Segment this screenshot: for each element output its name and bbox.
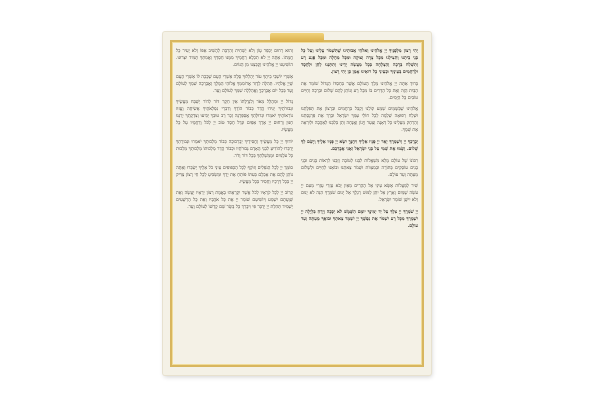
text-paragraph: שִׁיר לַמַּעֲלוֹת אֶשָּׂא עֵינַי אֶל הֶהָרִים מֵאַיִן יָבֹא עֶזְרִי עֶזְרִי מֵעִם יְיָ עֹשֵׂה שָׁמַיִם וָאָרֶץ אַל יִתֵּן לַמּוֹט רַגְלֶךָ אַל יָנוּם שֹׁמְרֶךָ הִנֵּה לֹא יָנוּם וְלֹא יִישָׁן שׁוֹמֵר יִשְׂרָאֵל.: [301, 184, 418, 204]
text-paragraph: יְהִי רָצוֹן מִלְּפָנֶיךָ יְיָ אֱלֹהֵינוּ וֵאלֹהֵי אֲבוֹתֵינוּ שֶׁתִּשְׁמֹר עָלֵינוּ וְעַל כָּל בְּנֵי בֵיתֵנוּ וְתַצִּילֵנוּ מִכָּל צָרָה וְצוּקָה וּמִכָּל מַחֲלָה וּמִכָּל פֶּגַע רָע וְתִשְׁלַח בְּרָכָה וְהַצְלָחָה בְּכָל מַעֲשֵׂה יָדֵינוּ וְתִתְּנֵנוּ לְחֵן וּלְחֶסֶד וּלְרַחֲמִים בְּעֵינֶיךָ וּבְעֵינֵי כָל רוֹאֵינוּ אָמֵן כֵּן יְהִי רָצוֹן.: [301, 49, 418, 76]
text-paragraph: גָּדוֹל יְיָ וּמְהֻלָּל מְאֹד וְלִגְדֻלָּתוֹ אֵין חֵקֶר דּוֹר לְדוֹר יְשַׁבַּח מַעֲשֶׂיךָ וּגְבוּרֹתֶיךָ יַגִּידוּ הֲדַר כְּבוֹד הוֹדֶךָ וְדִבְרֵי נִפְלְאֹתֶיךָ אָשִׂיחָה וֶעֱזוּז נוֹרְאוֹתֶיךָ יֹאמֵרוּ וּגְדוּלָּתְךָ אֲסַפְּרֶנָּה זֵכֶר רַב טוּבְךָ יַבִּיעוּ וְצִדְקָתְךָ יְרַנֵּנוּ חַנּוּן וְרַחוּם יְיָ אֶרֶךְ אַפַּיִם וּגְדָל חָסֶד טוֹב יְיָ לַכֹּל וְרַחֲמָיו עַל כָּל מַעֲשָׂיו.: [176, 100, 293, 134]
text-paragraph: יְיָ שֹׁמְרֶךָ יְיָ צִלְּךָ עַל יַד יְמִינֶךָ יוֹמָם הַשֶּׁמֶשׁ לֹא יַכֶּכָּה וְיָרֵחַ בַּלָּיְלָה יְיָ יִשְׁמָרְךָ מִכָּל רָע יִשְׁמֹר אֶת נַפְשֶׁךָ יְיָ יִשְׁמָר צֵאתְךָ וּבוֹאֶךָ מֵעַתָּה וְעַד עוֹלָם.: [301, 209, 418, 229]
text-paragraph: סוֹמֵךְ יְיָ לְכָל הַנֹּפְלִים וְזוֹקֵף לְכָל הַכְּפוּפִים עֵינֵי כֹל אֵלֶיךָ יְשַׂבֵּרוּ וְאַתָּה נוֹתֵן לָהֶם אֶת אָכְלָם בְּעִתּוֹ פּוֹתֵחַ אֶת יָדֶךָ וּמַשְׂבִּיעַ לְכָל חַי רָצוֹן צַדִּיק יְיָ בְּכָל דְּרָכָיו וְחָסִיד בְּכָל מַעֲשָׂיו.: [176, 165, 293, 185]
text-paragraph: בָּרוּךְ אַתָּה יְיָ אֱלֹהֵינוּ מֶלֶךְ הָעוֹלָם אֲשֶׁר בְּחַסְדּוֹ הַגָּדוֹל שׁוֹמֵר אֶת הַבַּיִת הַזֶּה וְאֶת כָּל הַדָּרִים בּוֹ מִכָּל רָע וְנוֹתֵן לָהֶם שָׁלוֹם וּבְרָכָה וְחַיִּים טוֹבִים כָּל הַיָּמִים.: [301, 81, 418, 101]
hanging-tab: [270, 33, 324, 42]
text-paragraph: רִבּוֹנוֹ שֶׁל עוֹלָם מָלֵא מִשְׁאֲלוֹת לִבֵּנוּ לְטוֹבָה וְזַכֵּנוּ לִרְאוֹת בָּנִים וּבְנֵי בָנִים עוֹסְקִים בַּתּוֹרָה וּבְמִצְווֹת וּשְׁמֹר צֵאתֵנוּ וּבוֹאֵנוּ לְחַיִּים וּלְשָׁלוֹם מֵעַתָּה וְעַד עוֹלָם.: [301, 158, 418, 178]
text-paragraph: אֱלֹהֵינוּ שֶׁבַּשָּׁמַיִם שְׁמַע קוֹלֵנוּ וְקַבֵּל בְּרַחֲמִים וּבְרָצוֹן אֶת תְּפִלָּתֵנוּ וּשְׁלַח רְפוּאָה שְׁלֵמָה לְכָל חוֹלֵי עַמְּךָ יִשְׂרָאֵל וּבָרֵךְ אֶת פַּרְנָסָתֵנוּ וְהַרְחֵק מֵעָלֵינוּ כָּל דְּאָגָה וְצַעַר וְיָגוֹן וְאֲנָחָה וְתֵן בְּלִבֵּנוּ לְאַהֲבָה וּלְיִרְאָה אֶת שְׁמֶךָ.: [301, 107, 418, 134]
left-text-column: [176, 48, 293, 363]
text-paragraph: קָרוֹב יְיָ לְכָל קֹרְאָיו לְכֹל אֲשֶׁר יִקְרָאֻהוּ בֶאֱמֶת רְצוֹן יְרֵאָיו יַעֲשֶׂה וְאֶת שַׁוְעָתָם יִשְׁמַע וְיוֹשִׁיעֵם שׁוֹמֵר יְיָ אֶת כָּל אֹהֲבָיו וְאֵת כָּל הָרְשָׁעִים יַשְׁמִיד תְּהִלַּת יְיָ יְדַבֶּר פִּי וִיבָרֵךְ כָּל בָּשָׂר שֵׁם קָדְשׁוֹ לְעוֹלָם וָעֶד.: [176, 191, 293, 211]
text-paragraph: יוֹדוּךָ יְיָ כָּל מַעֲשֶׂיךָ וַחֲסִידֶיךָ יְבָרְכוּכָה כְּבוֹד מַלְכוּתְךָ יֹאמֵרוּ וּגְבוּרָתְךָ יְדַבֵּרוּ לְהוֹדִיעַ לִבְנֵי הָאָדָם גְּבוּרֹתָיו וּכְבוֹד הֲדַר מַלְכוּתוֹ מַלְכוּתְךָ מַלְכוּת כָּל עֹלָמִים וּמֶמְשַׁלְתְּךָ בְּכָל דּוֹר וָדֹר.: [176, 140, 293, 160]
text-paragraph: אַשְׁרֵי יוֹשְׁבֵי בֵיתֶךָ עוֹד יְהַלְלוּךָ סֶּלָה אַשְׁרֵי הָעָם שֶׁכָּכָה לּוֹ אַשְׁרֵי הָעָם שֶׁיְיָ אֱלֹהָיו. תְּהִלָּה לְדָוִד אֲרוֹמִמְךָ אֱלוֹהַי הַמֶּלֶךְ וַאֲבָרְכָה שִׁמְךָ לְעוֹלָם וָעֶד בְּכָל יוֹם אֲבָרְכֶךָּ וַאֲהַלְלָה שִׁמְךָ לְעוֹלָם וָעֶד.: [176, 74, 293, 94]
text-paragraph: וְהוּא רַחוּם יְכַפֵּר עָוֹן וְלֹא יַשְׁחִית וְהִרְבָּה לְהָשִׁיב אַפּוֹ וְלֹא יָעִיר כָּל חֲמָתוֹ. אַתָּה יְיָ לֹא תִכְלָא רַחֲמֶיךָ מִמֶּנּוּ חַסְדְּךָ וַאֲמִתְּךָ תָּמִיד יִצְּרוּנוּ. הוֹשִׁיעֵנוּ יְיָ אֱלֹהֵינוּ וְקַבְּצֵנוּ מִן הַגּוֹיִם.: [176, 49, 293, 69]
right-text-column: [301, 48, 418, 363]
text-paragraph: יְבָרֶכְךָ יְיָ וְיִשְׁמְרֶךָ יָאֵר יְיָ פָּנָיו אֵלֶיךָ וִיחֻנֶּךָּ יִשָּׂא יְיָ פָּנָיו אֵלֶיךָ וְיָשֵׂם לְךָ שָׁלוֹם. וְשָׂמוּ אֶת שְׁמִי עַל בְּנֵי יִשְׂרָאֵל וַאֲנִי אֲבָרְכֵם.: [301, 140, 418, 153]
prayer-plaque: [163, 32, 431, 375]
